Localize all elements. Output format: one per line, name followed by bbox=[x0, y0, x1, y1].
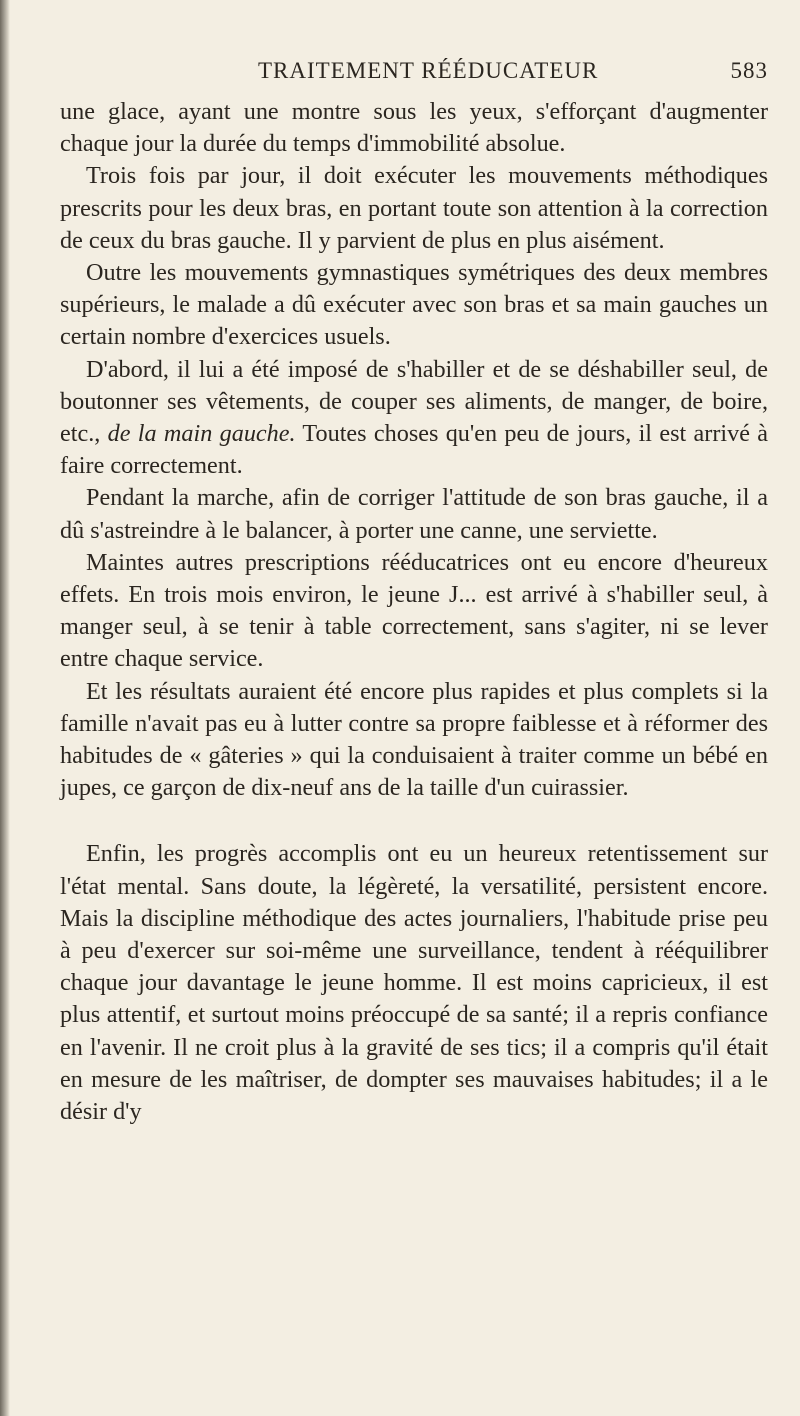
paragraph-1: une glace, ayant une montre sous les yeux, s'efforçant d'augmenter chaque jour la durée du temps d'immobilité absolue. bbox=[60, 98, 768, 158]
book-page bbox=[60, 52, 768, 1392]
paragraph-4-text-before: D'abord, il lui a été imposé de s'habiller et de se déshabiller seul, de boutonner ses vêtements, de couper ses aliments, de manger, de boire, etc., bbox=[60, 355, 768, 448]
paragraph-7: Et les résultats auraient été encore plus rapides et plus complets si la famille n'avait pas eu à lutter contre sa propre faiblesse et à réformer des habitudes de « gâteries » qui la conduisaient à traiter comme un bébé en jupes, ce garçon de dix-neuf ans de la taille d'un cuirassier. bbox=[60, 677, 768, 802]
paragraph-6: Maintes autres prescriptions rééducatrices ont eu encore d'heureux effets. En trois mois environ, le jeune J... est arrivé à s'habiller seul, à manger seul, à se tenir à table correctement, sans s'agiter, ni se lever entre chaque service. bbox=[60, 548, 768, 673]
page-number: 583 bbox=[730, 58, 768, 83]
book-binding-shadow bbox=[0, 0, 10, 1416]
paragraph-4-text-after: Toutes choses qu'en peu de jours, il est arrivé à faire correctement. bbox=[60, 420, 768, 480]
paragraph-4-emphasis: de la main gauche. bbox=[107, 420, 296, 448]
running-header bbox=[60, 52, 768, 88]
body-text bbox=[60, 96, 768, 1128]
paragraph-5: Pendant la marche, afin de corriger l'attitude de son bras gauche, il a dû s'astreindre à le balancer, à porter une canne, une serviette. bbox=[60, 484, 768, 544]
paragraph-8: Enfin, les progrès accomplis ont eu un heureux retentissement sur l'état mental. Sans doute, la légèreté, la versatilité, persistent encore. Mais la discipline méthodique des actes journaliers, l'habitude prise peu à peu d'exercer sur soi-même une surveillance, tendent à rééquilibrer chaque jour davantage le jeune homme. Il est moins capricieux, il est plus attentif, et surtout moins préoccupé de sa santé; il a repris confiance en l'avenir. Il ne croit plus à la gravité de ses tics; il a compris qu'il était en mesure de les maîtriser, de dompter ses mauvaises habitudes; il a le désir d'y bbox=[60, 840, 768, 1126]
paragraph-2: Trois fois par jour, il doit exécuter les mouvements méthodiques prescrits pour les deux bras, en portant toute son attention à la correction de ceux du bras gauche. Il y parvient de plus en plus aisément. bbox=[60, 162, 768, 254]
chapter-title: TRAITEMENT RÉÉDUCATEUR bbox=[258, 58, 599, 83]
paragraph-3: Outre les mouvements gymnastiques symétriques des deux membres supérieurs, le malade a dû exécuter avec son bras et sa main gauches un certain nombre d'exercices usuels. bbox=[60, 259, 768, 351]
paragraph-4 bbox=[60, 354, 768, 483]
